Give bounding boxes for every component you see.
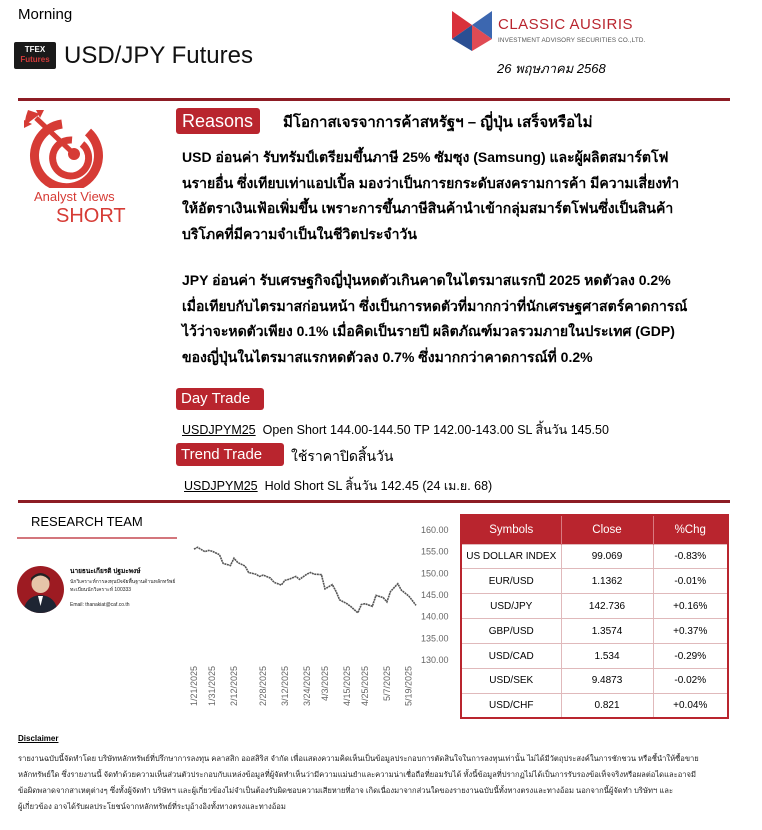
avatar [17, 566, 64, 613]
close-cell: 1.3574 [561, 619, 653, 644]
day-trade-label: Day Trade [176, 388, 264, 410]
column-header-symbols: Symbols [461, 515, 561, 544]
disclaimer-line: ข้อผิดพลาดจากสาเหตุต่างๆ ซึ่งทั้งผู้จัดทำ บริษัทฯ และผู้เกี่ยวข้องไม่จำเป็นต้องรับผิดชอบความเสียหายที่อาจ เกิดเนื่องมาจากส่วนใดของรายงานฉบับนี้ทั้งทางตรงและทางอ้อม นอกจากนี้ผู้จัดทำ บริษัทฯ และ [18, 786, 674, 795]
close-cell: 1.1362 [561, 569, 653, 594]
symbol-cell: USD/JPY [461, 594, 561, 619]
y-tick-label: 130.00 [421, 655, 449, 665]
x-tick-label: 5/7/2025 [381, 666, 392, 702]
disclaimer-line: รายงานฉบับนี้จัดทำโดย บริษัทหลักทรัพย์ที่ปรึกษาการลงทุน คลาสสิก ออสสิริส จำกัด เพื่อแสดงความคิดเห็นเป็นข้อมูลประกอบการตัดสินใจในการลงทุนเท่านั้น ไม่ได้มีวัตถุประสงค์ในการชักชวน หรือชี้นำให้ซื้อขาย [18, 754, 699, 763]
symbol-cell: USD/CAD [461, 644, 561, 669]
research-team-title: RESEARCH TEAM [31, 514, 143, 529]
x-tick-label: 3/24/2025 [301, 666, 312, 707]
disclaimer-title: Disclaimer [18, 734, 59, 743]
usd-line: ให้อัตราเงินเฟ้อเพิ่มขึ้น เพราะการขึ้นภาษีสินค้านำเข้ากลุ่มสมาร์ตโฟนซึ่งเป็นสินค้า [182, 200, 674, 216]
reasons-headline: มีโอกาสเจรจาการค้าสหรัฐฯ – ญี่ปุ่น เสร็จหรือไม่ [283, 114, 593, 131]
symbol-cell: USD/SEK [461, 668, 561, 693]
company-name: CLASSIC AUSIRIS [498, 16, 634, 33]
disclaimer-text [18, 751, 730, 815]
close-cell: 142.736 [561, 594, 653, 619]
table-row [461, 644, 728, 669]
jpy-line: เมื่อเทียบกับไตรมาสก่อนหน้า ซึ่งเป็นการหดตัวที่มากกว่าที่นักเศรษฐศาสตร์คาดการณ์ [182, 297, 688, 314]
trend-trade-line [184, 476, 492, 496]
close-cell: 0.821 [561, 693, 653, 718]
change-cell: +0.16% [653, 594, 728, 619]
day-trade-line [182, 420, 609, 440]
x-tick-label: 4/25/2025 [360, 666, 371, 707]
analyst-email: Email: thanakiat@caf.co.th [70, 602, 130, 608]
usd-line: USD อ่อนค่า รับทรัมป์เตรียมขึ้นภาษี 25% ซัมซุง (Samsung) และผู้ผลิตสมาร์ตโฟ [182, 149, 669, 165]
analyst-view-value: SHORT [56, 205, 126, 227]
research-team-underline [17, 532, 177, 544]
usd-line: นรายอื่น ซึ่งเทียบเท่าแอปเปิ้ล มองว่าเป็นการยกระดับสงครามการค้า มีความเสี่ยงทำ [182, 174, 680, 191]
change-cell: +0.04% [653, 693, 728, 718]
x-tick-label: 4/15/2025 [341, 666, 352, 707]
page-title: USD/JPY Futures [64, 42, 253, 69]
usd-paragraph [182, 145, 727, 247]
disclaimer-line: หลักทรัพย์ใด ซึ่งรายงานนี้ จัดทำด้วยความเห็นส่วนตัวประกอบกับแหล่งข้อมูลที่ผู้จัดทำเห็นว่ามีความแม่นยำและความน่าเชื่อถือที่ยอมรับได้ ทั้งนี้ข้อมูลที่ปรากฏไม่ได้เป็นการรับรองข้อเท็จจริงหรือผลต่อไดและอาจมี [18, 770, 696, 779]
change-cell: +0.37% [653, 619, 728, 644]
tfex-logo [14, 42, 56, 69]
trend-trade-text: Hold Short SL สิ้นวัน 142.45 (24 เม.ย. 68) [264, 479, 493, 493]
market-table [460, 514, 729, 719]
symbol-cell: GBP/USD [461, 619, 561, 644]
header-divider [18, 98, 730, 101]
x-tick-label: 4/3/2025 [320, 666, 331, 702]
jpy-line: ไว้ว่าจะหดตัวเพียง 0.1% เมื่อคิดเป็นรายปี ผลิตภัณฑ์มวลรวมภายในประเทศ (GDP) [182, 323, 675, 339]
y-tick-label: 150.00 [421, 568, 449, 579]
analyst-name: นายธนะเกียรติ ปฐมะพงษ์ [70, 568, 141, 575]
change-cell: -0.29% [653, 644, 728, 669]
tfex-logo-line2: Futures [20, 55, 50, 64]
table-row [461, 668, 728, 693]
price-line-chart [188, 518, 450, 740]
x-tick-label: 1/31/2025 [207, 666, 218, 707]
column-header-change: %Chg [653, 515, 728, 544]
edition-label: Morning [18, 6, 73, 23]
disclaimer-line: ผู้เกี่ยวข้อง อาจได้รับผลประโยชน์จากหลักทรัพย์ที่ระบุอ้างอิงทั้งทางตรงและทางอ้อม [18, 802, 286, 811]
change-cell: -0.83% [653, 544, 728, 569]
company-logo-icon [452, 11, 492, 51]
symbol-cell: EUR/USD [461, 569, 561, 594]
jpy-line: JPY อ่อนค่า รับเศรษฐกิจญี่ปุ่นหดตัวเกินคาดในไตรมาสแรกปี 2025 หดตัวลง 0.2% [182, 272, 671, 288]
jpy-line: ของญี่ปุ่นในไตรมาสแรกหดตัวลง 0.7% ซึ่งมากกว่าคาดการณ์ที่ 0.2% [182, 348, 593, 365]
company-subtitle: INVESTMENT ADVISORY SECURITIES CO.,LTD. [498, 37, 646, 44]
market-table-header [461, 515, 728, 544]
change-cell: -0.02% [653, 668, 728, 693]
analyst-views-label: Analyst Views [34, 189, 115, 204]
analyst-position: นักวิเคราะห์การลงทุนปัจจัยพื้นฐานด้านหลักทรัพย์ [70, 579, 176, 585]
y-tick-label: 160.00 [421, 525, 449, 535]
trend-trade-label: Trend Trade [176, 443, 284, 466]
person-icon [17, 566, 64, 613]
table-row [461, 619, 728, 644]
close-cell: 99.069 [561, 544, 653, 569]
trend-trade-note: ใช้ราคาปิดสิ้นวัน [291, 448, 394, 464]
jpy-paragraph [182, 268, 727, 370]
close-cell: 9.4873 [561, 668, 653, 693]
day-trade-symbol: USDJPYM25 [182, 423, 256, 437]
usd-line: บริโภคที่มีความจำเป็นในชีวิตประจำวัน [182, 225, 417, 242]
x-tick-label: 5/19/2025 [403, 666, 414, 707]
change-cell: -0.01% [653, 569, 728, 594]
section-divider [18, 500, 730, 503]
close-cell: 1.534 [561, 644, 653, 669]
symbol-cell: USD/CHF [461, 693, 561, 718]
table-row [461, 594, 728, 619]
y-tick-label: 155.00 [421, 546, 449, 557]
symbol-cell: US DOLLAR INDEX [461, 544, 561, 569]
report-date: 26 พฤษภาคม 2568 [497, 61, 606, 76]
y-tick-label: 140.00 [421, 611, 449, 622]
x-tick-label: 3/12/2025 [279, 666, 290, 707]
x-tick-label: 2/12/2025 [229, 666, 240, 707]
table-row [461, 569, 728, 594]
day-trade-text: Open Short 144.00-144.50 TP 142.00-143.00 SL สิ้นวัน 145.50 [262, 423, 609, 437]
reasons-label: Reasons [176, 108, 260, 134]
price-series-line [194, 547, 416, 613]
tfex-logo-line1: TFEX [24, 45, 46, 54]
table-row [461, 693, 728, 718]
y-tick-label: 145.00 [421, 590, 449, 600]
table-row [461, 544, 728, 569]
trend-trade-symbol: USDJPYM25 [184, 479, 258, 493]
analyst-license: ทะเบียนนักวิเคราะห์ 100333 [70, 587, 132, 593]
y-tick-label: 135.00 [421, 633, 449, 644]
target-arrow-icon [22, 108, 138, 188]
x-tick-label: 2/28/2025 [258, 666, 269, 707]
x-tick-label: 1/21/2025 [189, 666, 199, 707]
column-header-close: Close [561, 515, 653, 544]
